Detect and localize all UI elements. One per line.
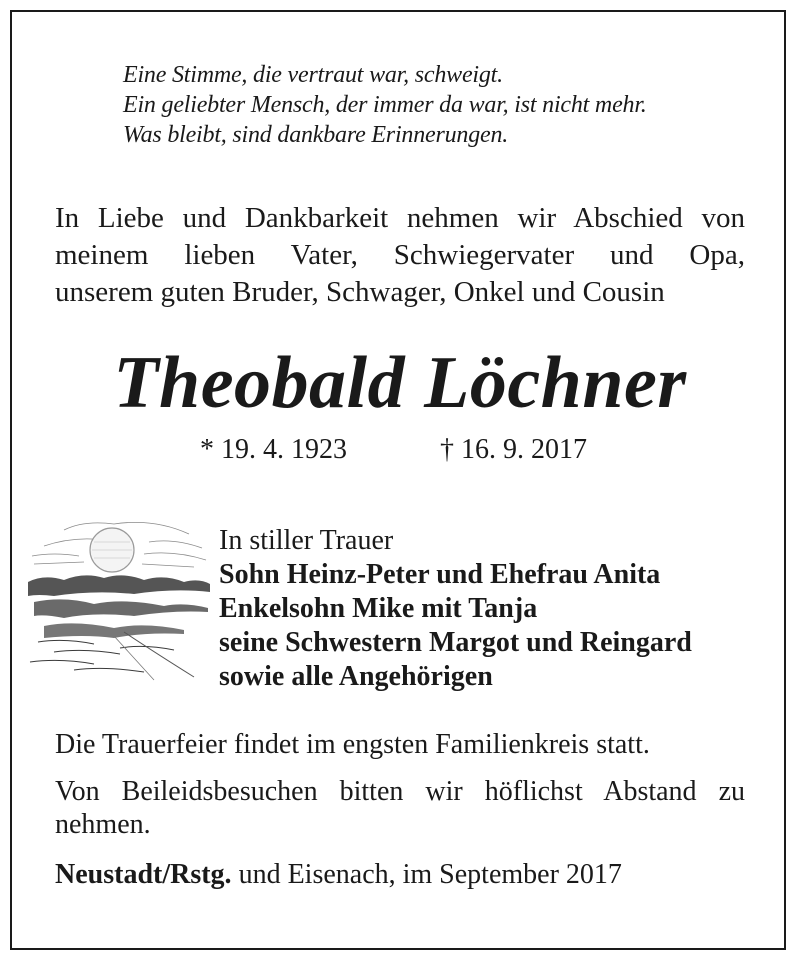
place-date-rest: und Eisenach, im September 2017 — [231, 859, 622, 890]
mourners-label: In stiller Trauer — [219, 525, 394, 556]
poem-line-3: Was bleibt, sind dankbare Erinnerungen. — [123, 122, 509, 148]
death-date: † 16. 9. 2017 — [440, 434, 587, 465]
place-name: Neustadt/Rstg. — [55, 859, 232, 890]
mourner-line: seine Schwestern Margot und Reingard — [219, 627, 692, 658]
birth-date: * 19. 4. 1923 — [200, 434, 347, 465]
intro-line-1: In Liebe und Dankbarkeit nehmen wir Abschied von — [55, 202, 745, 234]
mourner-line: Sohn Heinz-Peter und Ehefrau Anita — [219, 559, 661, 590]
mourner-line: Enkelsohn Mike mit Tanja — [219, 593, 538, 624]
deceased-name: Theobald Löchner — [113, 342, 687, 424]
sunset-seascape-icon — [24, 512, 214, 682]
intro-line-3: unserem guten Bruder, Schwager, Onkel und Cousin — [55, 276, 665, 308]
service-notice: Die Trauerfeier findet im engsten Familienkreis statt. — [55, 729, 650, 760]
intro-line-2: meinem lieben Vater, Schwiegervater und Opa, — [55, 239, 745, 271]
poem-line-2: Ein geliebter Mensch, der immer da war, ist nicht mehr. — [123, 92, 647, 118]
mourners-block — [219, 524, 779, 694]
visits-notice — [55, 775, 745, 841]
mourner-line: sowie alle Angehörigen — [219, 661, 493, 692]
memorial-poem — [123, 60, 763, 150]
intro-paragraph — [55, 200, 745, 311]
poem-line-1: Eine Stimme, die vertraut war, schweigt. — [123, 62, 503, 88]
visits-line-1: Von Beileidsbesuchen bitten wir höflichst Abstand zu — [55, 776, 745, 807]
place-date-line — [55, 857, 745, 893]
visits-line-2: nehmen. — [55, 809, 151, 840]
